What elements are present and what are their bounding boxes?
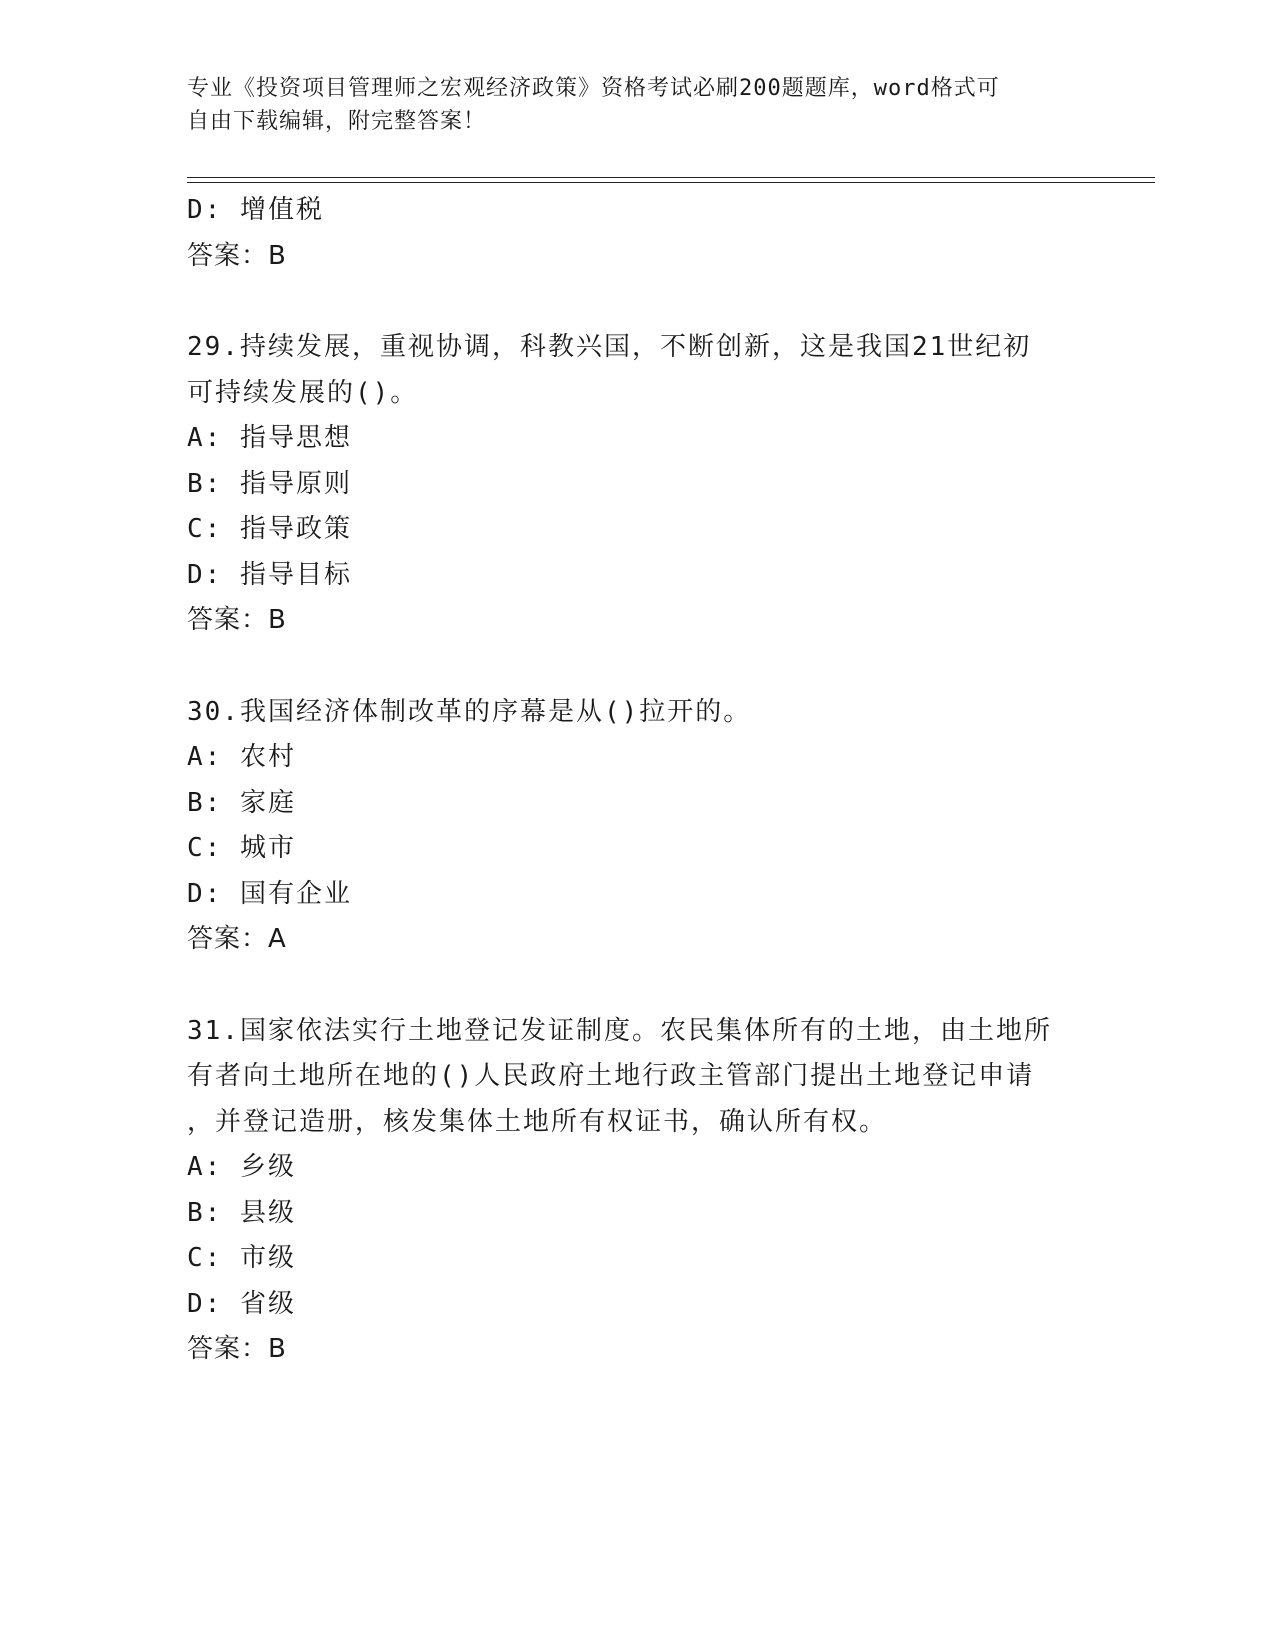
- answer-line: 答案：B: [187, 240, 287, 271]
- question-text-line: 31.国家依法实行土地登记发证制度。农民集体所有的土地，由土地所: [187, 1015, 1052, 1046]
- option-b: B: 家庭: [187, 787, 296, 818]
- header-divider-bottom: [187, 182, 1155, 183]
- question-spacer: [187, 279, 1087, 325]
- answer-line: 答案：A: [187, 924, 287, 954]
- question-text-line: 可持续发展的()。: [187, 377, 419, 408]
- document-header: [187, 72, 1087, 138]
- header-title-line-2: 自由下载编辑，附完整答案！: [187, 109, 487, 134]
- option-c: C: 市级: [187, 1243, 296, 1273]
- option-c: C: 指导政策: [187, 514, 352, 544]
- question-text-line: ，并登记造册，核发集体土地所有权证书，确认所有权。: [187, 1106, 888, 1137]
- question-29: [187, 325, 1087, 644]
- question-spacer: [187, 963, 1087, 1009]
- question-text-line: 30.我国经济体制改革的序幕是从()拉开的。: [187, 696, 752, 727]
- option-a: A: 乡级: [187, 1152, 296, 1182]
- header-title-line-1: 专业《投资项目管理师之宏观经济政策》资格考试必刷200题题库，word格式可: [187, 76, 1000, 101]
- question-text-line: 29.持续发展，重视协调，科教兴国，不断创新，这是我国21世纪初: [187, 332, 1032, 362]
- question-30: [187, 690, 1087, 963]
- option-b: B: 县级: [187, 1197, 296, 1228]
- option-a: A: 农村: [187, 742, 296, 772]
- header-divider-top: [187, 177, 1155, 178]
- answer-line: 答案：B: [187, 1334, 287, 1364]
- option-b: B: 指导原则: [187, 468, 352, 499]
- option-d: D: 国有企业: [187, 878, 352, 909]
- answer-line: 答案：B: [187, 605, 287, 635]
- option-d: D: 省级: [187, 1288, 296, 1319]
- option-d: D: 指导目标: [187, 559, 352, 590]
- option-d: D: 增值税: [187, 195, 324, 225]
- question-list: [187, 188, 1087, 1373]
- option-a: A: 指导思想: [187, 423, 352, 453]
- previous-question-tail: [187, 188, 1087, 279]
- question-spacer: [187, 644, 1087, 690]
- question-31: [187, 1009, 1087, 1373]
- question-text-line: 有者向土地所在地的()人民政府土地行政主管部门提出土地登记申请: [187, 1061, 1035, 1091]
- option-c: C: 城市: [187, 833, 296, 863]
